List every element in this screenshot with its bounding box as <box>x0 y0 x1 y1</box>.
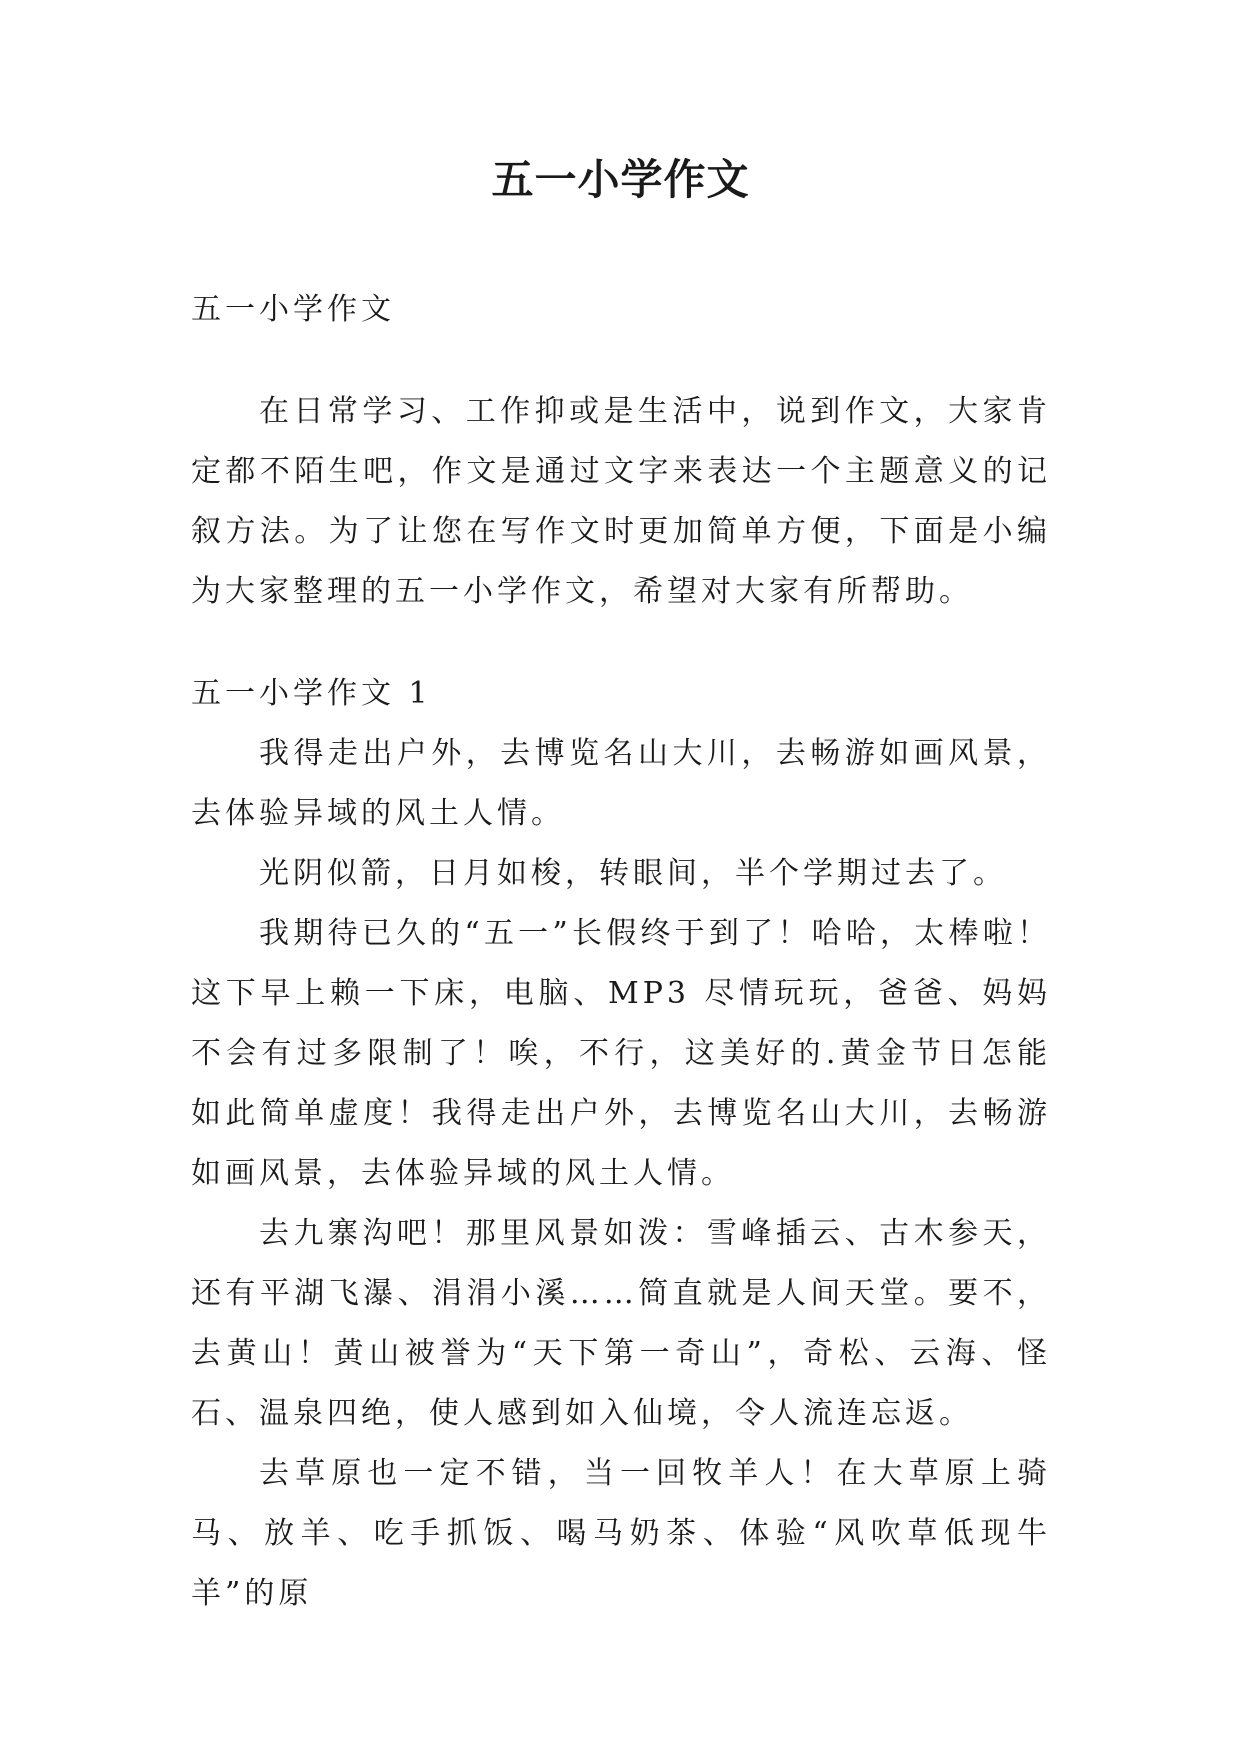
document-body <box>191 280 1051 1624</box>
paragraph-1: 我得走出户外，去博览名山大川，去畅游如画风景，去体验异域的风土人情。 <box>191 736 1051 831</box>
paragraph-4: 去九寨沟吧！那里风景如泼：雪峰插云、古木参天，还有平湖飞瀑、涓涓小溪……简直就是人间天堂。要不，去黄山！黄山被誉为“天下第一奇山”，奇松、云海、怪石、温泉四绝，使人感到如入仙境，令人流连忘返。 <box>191 1216 1051 1431</box>
paragraph-2: 光阴似箭，日月如梭，转眼间，半个学期过去了。 <box>259 856 1007 891</box>
document-title: 五一小学作文 <box>491 155 750 204</box>
section-heading: 五一小学作文 1 <box>191 676 432 711</box>
paragraph-3: 我期待已久的“五一”长假终于到了！哈哈，太棒啦！这下早上赖一下床，电脑、MP3 尽情玩玩，爸爸、妈妈不会有过多限制了！唉，不行，这美好的.黄金节日怎能如此简单虚度！我得走出户外，去博览名山大川，去畅游如画风景，去体验异域的风土人情。 <box>191 916 1051 1191</box>
intro-paragraph: 在日常学习、工作抑或是生活中，说到作文，大家肯定都不陌生吧，作文是通过文字来表达一个主题意义的记叙方法。为了让您在写作文时更加简单方便，下面是小编为大家整理的五一小学作文，希望对大家有所帮助。 <box>191 394 1051 609</box>
document-subtitle: 五一小学作文 <box>191 292 395 327</box>
paragraph-5: 去草原也一定不错，当一回牧羊人！在大草原上骑马、放羊、吃手抓饭、喝马奶茶、体验“风吹草低现牛羊”的原 <box>191 1456 1051 1611</box>
